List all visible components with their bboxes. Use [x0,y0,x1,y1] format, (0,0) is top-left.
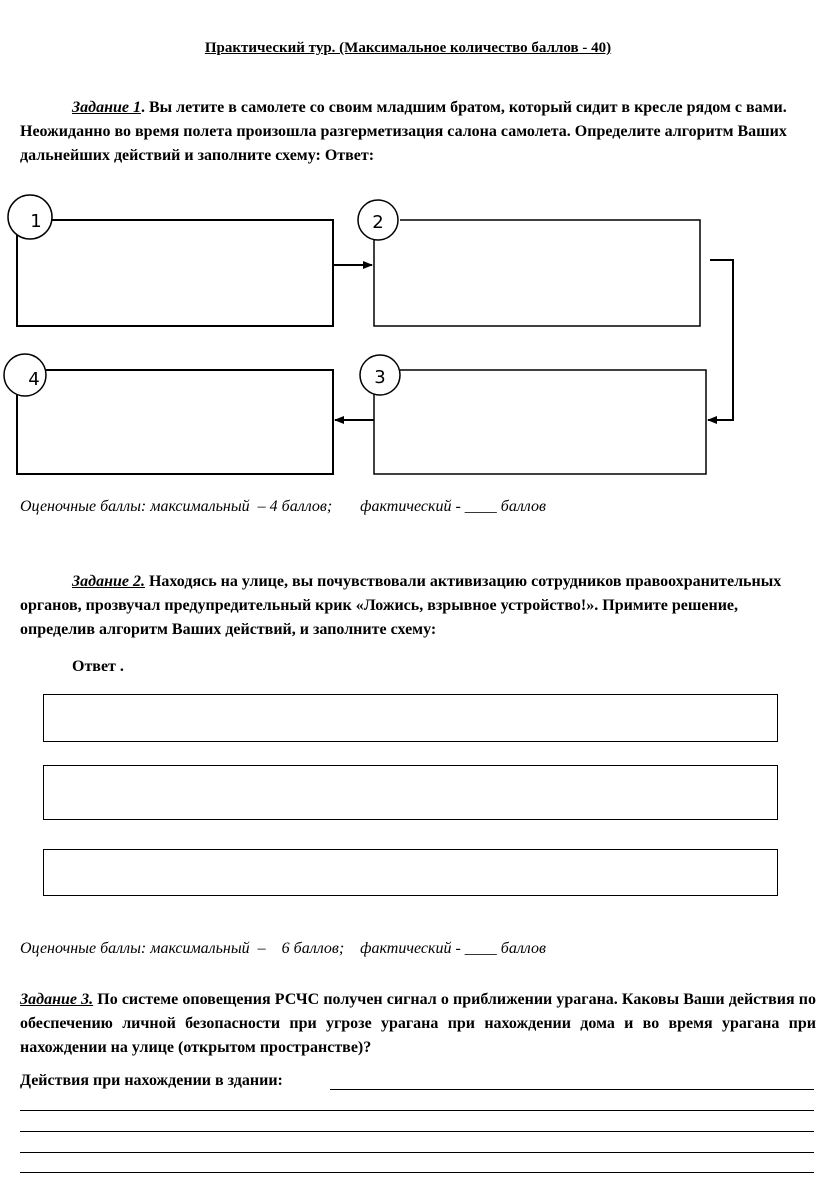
answer-line-5[interactable] [20,1172,814,1173]
step-number-4: 4 [28,369,40,390]
task2-answer-box-2[interactable] [43,765,778,820]
task1-flow-diagram [0,190,816,490]
answer-line-2[interactable] [20,1110,814,1111]
task3-text: По системе оповещения РСЧС получен сигнал о приближении урагана. Каковы Ваши действия по обеспечению личной безопасности при угрозе урагана при нахождении дома и во время урагана при нахождении на улице (открытом пространстве)? [20,991,816,1056]
page-title: Практический тур. (Максимальное количество баллов - 40) [204,40,612,56]
step-circle-4 [4,354,46,396]
task2-score: Оценочные баллы: максимальный – 6 баллов; фактический - ____ баллов [20,940,546,957]
step-number-2: 2 [372,212,384,233]
task1-text: Вы летите в самолете со своим младшим братом, который сидит в кресле рядом с вами. Неожиданно во время полета произошла разгерметизация салона самолета. Определите алгоритм Ваших дальнейших действий и заполните схему: Ответ: [20,99,787,164]
task3-label: Задание 3. [20,991,94,1008]
step-circle-1 [8,195,52,239]
task2-paragraph [20,570,816,642]
step-box-4[interactable] [17,370,333,474]
step-circle-2 [358,200,398,240]
step-circle-3 [360,355,400,395]
task2-answer-box-3[interactable] [43,849,778,896]
task1-label-suffix: . [140,99,145,116]
answer-line-4[interactable] [20,1152,814,1153]
task1-paragraph [20,96,816,168]
task1-score: Оценочные баллы: максимальный – 4 баллов; фактический - ____ баллов [20,498,546,515]
arrow-2-to-3 [708,260,733,420]
task2-answer-box-1[interactable] [43,694,778,742]
task2-label: Задание 2. [72,573,145,590]
step-box-3[interactable] [374,370,706,474]
task2-answer-label: Ответ . [72,658,124,675]
task3-building-label: Действия при нахождении в здании: [20,1072,283,1089]
answer-line-3[interactable] [20,1131,814,1132]
task1-label: Задание 1 [72,99,141,116]
answer-line-1[interactable] [330,1089,814,1090]
step-number-3: 3 [374,367,386,388]
task2-text: Находясь на улице, вы почувствовали активизацию сотрудников правоохранительных органов, прозвучал предупредительный крик «Ложись, взрывное устройство!». Примите решение, определив алгоритм Ваших действий, и заполните схему: [20,573,782,638]
step-box-2[interactable] [374,220,700,326]
task3-paragraph [20,988,816,1060]
step-number-1: 1 [30,211,42,232]
step-box-1[interactable] [17,220,333,326]
